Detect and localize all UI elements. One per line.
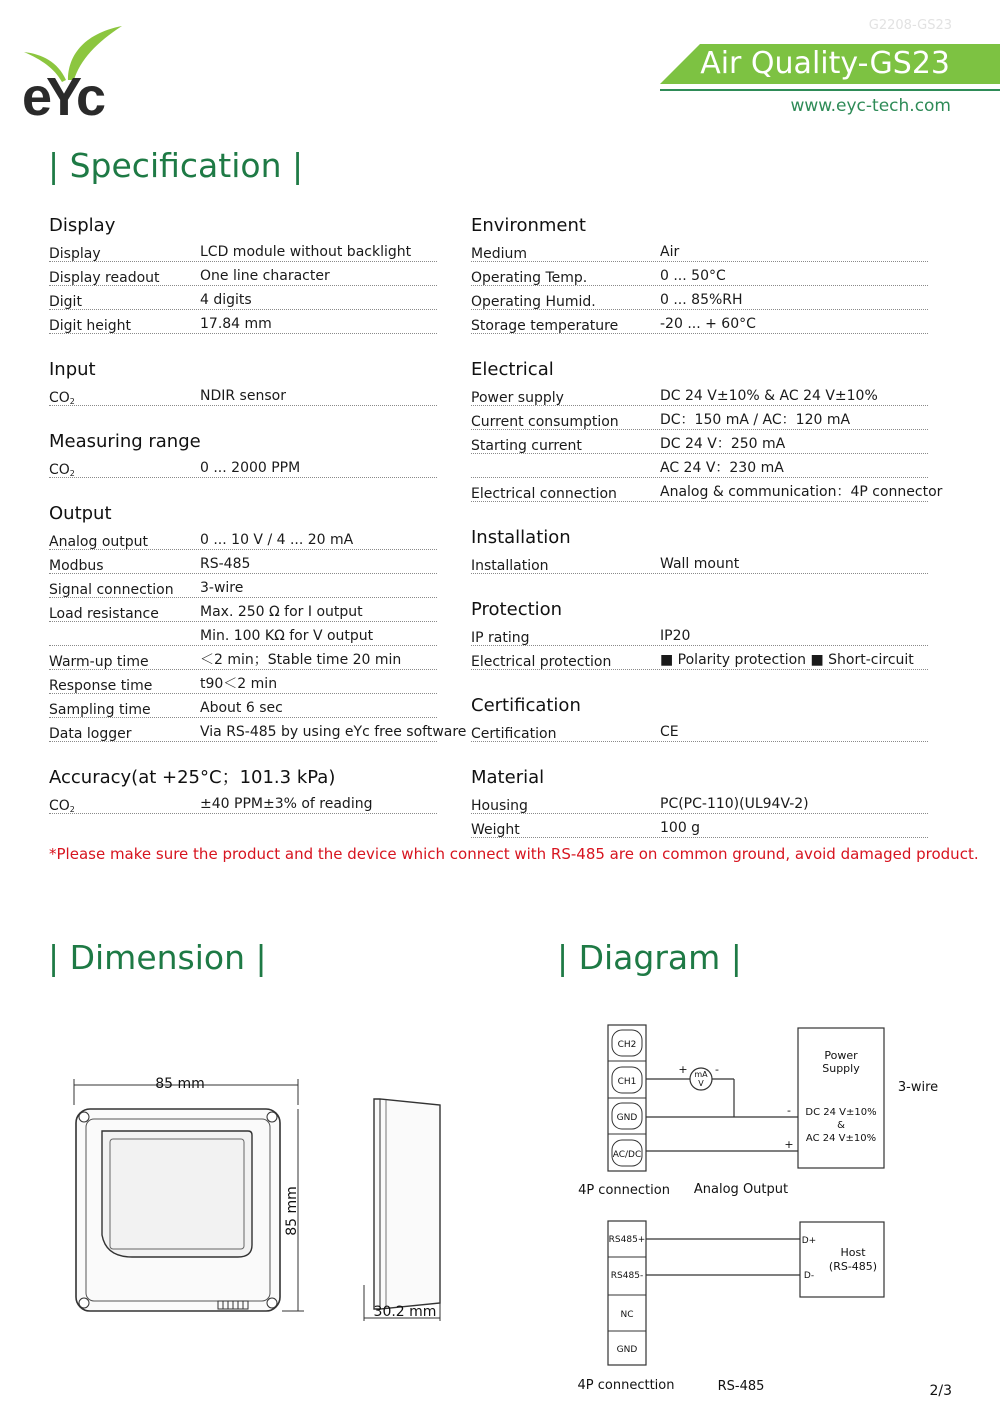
spec-row	[49, 790, 437, 814]
spec-label: Housing	[471, 798, 528, 814]
spec-row	[49, 238, 437, 262]
group-title: Material	[471, 767, 545, 788]
terminal-nc: NC	[620, 1310, 634, 1320]
spec-label: $CO_2$	[49, 390, 75, 406]
rs485-bus-caption: RS-485	[717, 1379, 765, 1394]
spec-row	[471, 406, 928, 430]
spec-row	[49, 454, 437, 478]
screw-icon	[267, 1112, 277, 1122]
dimension-heading: | Dimension |	[48, 938, 267, 977]
page-number: 2/3	[929, 1383, 952, 1399]
spec-value: CE	[660, 724, 679, 740]
spec-label: Display readout	[49, 270, 160, 286]
screw-icon	[267, 1298, 277, 1308]
spec-row	[49, 310, 437, 334]
rs485-connector-caption: 4P connecttion	[577, 1378, 675, 1393]
spec-row	[471, 382, 928, 406]
group-title: Input	[49, 359, 96, 380]
spec-label: Electrical connection	[471, 486, 617, 502]
meter-v-label: V	[698, 1079, 704, 1088]
terminal-gnd-rs485: GND	[616, 1345, 638, 1355]
ground-warning: *Please make sure the product and the device which connect with RS-485 are on common ground, avoid damaged product.	[49, 845, 979, 863]
spec-value: Via RS-485 by using eYc free software	[200, 724, 467, 740]
spec-value: About 6 sec	[200, 700, 283, 716]
specification-heading: | Specification |	[48, 146, 304, 185]
supply-plus-label: +	[784, 1138, 794, 1151]
analog-output-caption: Analog Output	[693, 1182, 789, 1197]
power-supply-title-1: Power	[824, 1049, 858, 1062]
website-link[interactable]: www.eyc-tech.com	[790, 96, 951, 116]
title-rule	[660, 89, 1000, 91]
supply-spec-dc: DC 24 V±10%	[805, 1107, 877, 1118]
group-title: Protection	[471, 599, 563, 620]
spec-row	[471, 238, 928, 262]
spec-group-measuring-range	[49, 430, 437, 478]
spec-group-electrical	[471, 358, 943, 502]
spec-label: Operating Humid.	[471, 294, 596, 310]
host-d-plus: D+	[801, 1236, 817, 1246]
spec-group-input	[49, 358, 437, 406]
host-title: Host	[840, 1246, 866, 1259]
spec-value: ＜2 min；Stable time 20 min	[200, 652, 402, 668]
spec-row	[49, 622, 437, 646]
spec-row	[49, 526, 437, 550]
spec-value: t90＜2 min	[200, 676, 278, 692]
spec-label: Power supply	[471, 390, 564, 406]
spec-value: DC 24 V±10% & AC 24 V±10%	[660, 388, 878, 404]
spec-label: Operating Temp.	[471, 270, 588, 286]
eyc-logo	[22, 22, 127, 127]
meter-minus-label: -	[715, 1063, 719, 1076]
spec-label: Warm-up time	[49, 654, 149, 670]
spec-value: ±40 PPM±3% of reading	[200, 796, 373, 812]
meter-ma-label: mA	[694, 1070, 708, 1079]
spec-right-column	[471, 214, 943, 838]
vent-slots	[218, 1301, 248, 1309]
spec-label: Digit	[49, 294, 82, 310]
spec-value: ■ Polarity protection ■ Short-circuit	[660, 652, 914, 668]
spec-label: Signal connection	[49, 582, 174, 598]
spec-label: Display	[49, 246, 101, 262]
depth-dimension-label: 30.2 mm	[373, 1304, 437, 1320]
spec-left-column	[49, 214, 467, 814]
screw-icon	[79, 1298, 89, 1308]
spec-value: Min. 100 KΩ for V output	[200, 628, 374, 644]
group-title: Display	[49, 215, 116, 236]
diagram-heading: | Diagram |	[557, 938, 742, 977]
spec-row	[49, 694, 437, 718]
spec-value: AC 24 V：230 mA	[660, 460, 784, 476]
meter-plus-label: +	[678, 1063, 688, 1076]
spec-label: Digit height	[49, 318, 132, 334]
spec-row	[471, 262, 928, 286]
dimension-drawing	[60, 1065, 460, 1335]
logo-text: eYc	[22, 67, 101, 127]
spec-group-environment	[471, 214, 928, 334]
spec-label: Modbus	[49, 558, 104, 574]
spec-value: 3-wire	[200, 580, 244, 596]
screw-icon	[79, 1112, 89, 1122]
spec-value: One line character	[200, 268, 330, 284]
group-title: Installation	[471, 527, 571, 548]
terminal-gnd: GND	[616, 1113, 638, 1123]
power-supply-title-2: Supply	[822, 1062, 860, 1075]
spec-value: Wall mount	[660, 556, 740, 572]
spec-label: Electrical protection	[471, 654, 612, 670]
group-title: Certification	[471, 695, 581, 716]
spec-row	[49, 574, 437, 598]
spec-value: Analog & communication：4P connector	[660, 484, 943, 500]
analog-wiring-diagram	[570, 1020, 960, 1205]
spec-label: Response time	[49, 678, 153, 694]
terminal-ch2: CH2	[617, 1040, 637, 1050]
spec-label: Installation	[471, 558, 549, 574]
spec-label: Data logger	[49, 726, 132, 742]
spec-row	[49, 718, 467, 742]
supply-minus-label: -	[787, 1104, 791, 1117]
terminal-acdc: AC/DC	[612, 1150, 642, 1160]
spec-label: Current consumption	[471, 414, 619, 430]
spec-label: Starting current	[471, 438, 582, 454]
supply-spec-ac: AC 24 V±10%	[805, 1133, 877, 1144]
spec-row	[471, 646, 928, 670]
group-title: Output	[49, 503, 112, 524]
document-code: G2208-GS23	[868, 18, 952, 33]
spec-value: 4 digits	[200, 292, 252, 308]
terminal-rs485-plus: RS485+	[608, 1235, 646, 1245]
device-side-view	[374, 1099, 440, 1309]
spec-row	[471, 814, 928, 838]
spec-value: -20 ... + 60°C	[660, 316, 756, 332]
spec-value: RS-485	[200, 556, 251, 572]
terminal-rs485-minus: RS485-	[610, 1271, 644, 1281]
spec-row	[471, 454, 928, 478]
spec-value: 0 ... 85%RH	[660, 292, 743, 308]
spec-row	[49, 646, 437, 670]
spec-value: 0 ... 2000 PPM	[200, 460, 301, 476]
spec-value: DC 24 V：250 mA	[660, 436, 786, 452]
spec-group-display	[49, 214, 437, 334]
spec-value: 17.84 mm	[200, 316, 272, 332]
spec-value: Air	[660, 244, 680, 260]
spec-value: 100 g	[660, 820, 701, 836]
spec-row	[49, 262, 437, 286]
supply-spec-and: &	[837, 1120, 845, 1131]
host-subtitle: (RS-485)	[828, 1260, 878, 1273]
spec-label: Storage temperature	[471, 318, 619, 334]
spec-group-accuracy	[49, 766, 437, 814]
spec-row	[471, 310, 928, 334]
spec-label: Medium	[471, 246, 527, 262]
display-window	[102, 1131, 252, 1257]
spec-value: LCD module without backlight	[200, 244, 412, 260]
spec-row	[471, 718, 928, 742]
group-title: Accuracy(at +25°C；101.3 kPa)	[49, 767, 336, 788]
spec-row	[471, 430, 928, 454]
spec-value: 0 ... 10 V / 4 ... 20 mA	[200, 532, 354, 548]
spec-group-installation	[471, 526, 928, 574]
spec-group-certification	[471, 694, 928, 742]
spec-label: Load resistance	[49, 606, 159, 622]
spec-row	[49, 550, 437, 574]
spec-label: Sampling time	[49, 702, 151, 718]
three-wire-label: 3-wire	[897, 1080, 939, 1095]
width-dimension-label: 85 mm	[155, 1076, 205, 1092]
spec-row	[471, 286, 928, 310]
spec-label: IP rating	[471, 630, 530, 646]
terminal-ch1: CH1	[617, 1077, 637, 1087]
spec-value: DC：150 mA / AC：120 mA	[660, 412, 851, 428]
analog-connector-caption: 4P connection	[578, 1183, 670, 1198]
spec-row	[49, 670, 437, 694]
spec-row	[471, 478, 943, 502]
spec-value: 0 ... 50°C	[660, 268, 726, 284]
spec-label: Certification	[471, 726, 557, 742]
spec-label: $CO_2$	[49, 798, 75, 814]
spec-row	[49, 382, 437, 406]
spec-row	[49, 286, 437, 310]
spec-value: IP20	[660, 628, 691, 644]
spec-group-protection	[471, 598, 928, 670]
spec-value: PC(PC-110)(UL94V-2)	[660, 796, 809, 812]
group-title: Measuring range	[49, 431, 201, 452]
spec-group-material	[471, 766, 928, 838]
spec-group-output	[49, 502, 467, 742]
height-dimension-label: 85 mm	[284, 1186, 300, 1236]
group-title: Environment	[471, 215, 586, 236]
spec-label: Analog output	[49, 534, 148, 550]
rs485-wiring-diagram	[570, 1215, 960, 1395]
spec-label: $CO_2$	[49, 462, 75, 478]
group-title: Electrical	[471, 359, 554, 380]
product-title: Air Quality-GS23	[700, 46, 950, 81]
spec-label: Weight	[471, 822, 520, 838]
spec-value: Max. 250 Ω for I output	[200, 604, 363, 620]
spec-value: NDIR sensor	[200, 388, 286, 404]
spec-row	[471, 622, 928, 646]
spec-row	[471, 790, 928, 814]
host-d-minus: D-	[803, 1271, 815, 1281]
spec-row	[49, 598, 437, 622]
spec-row	[471, 550, 928, 574]
